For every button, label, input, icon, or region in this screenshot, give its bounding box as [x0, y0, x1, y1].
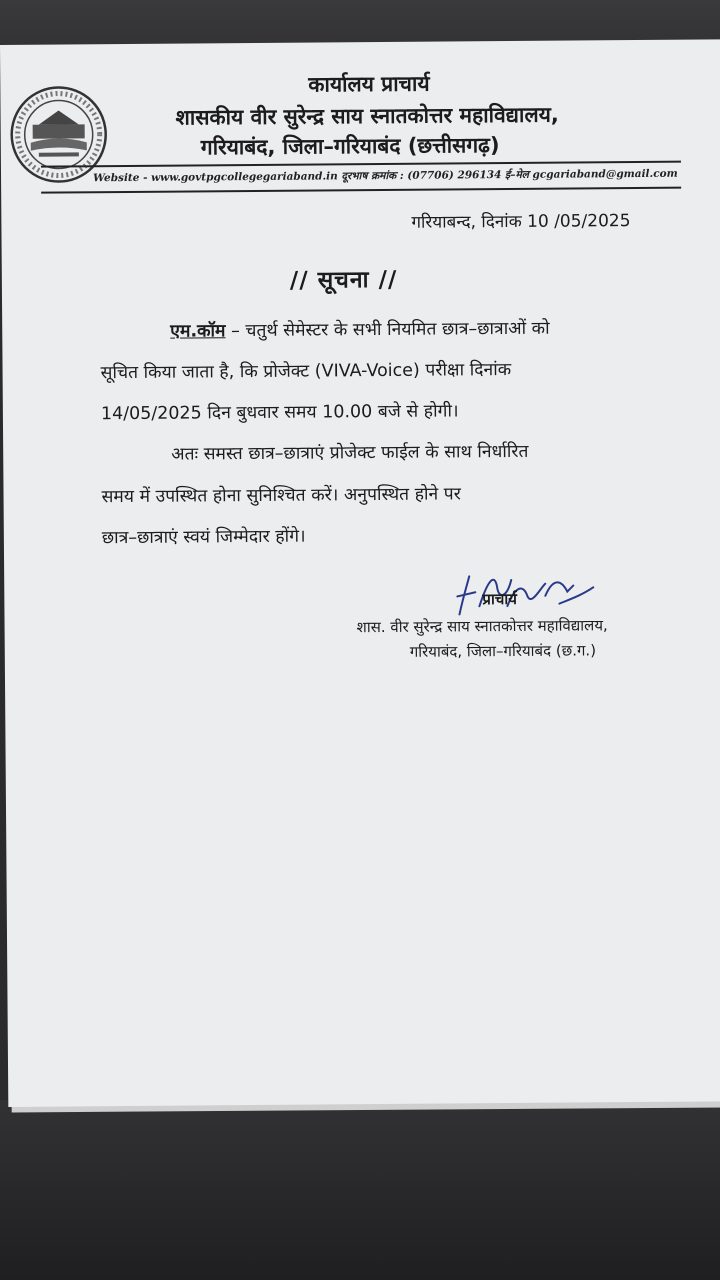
body-line-1 [170, 316, 550, 343]
office-heading: कार्यालय प्राचार्य [308, 71, 430, 97]
signatory-title: प्राचार्य [482, 589, 517, 609]
background-car-interior [0, 1100, 720, 1280]
body-line-1-text: – चतुर्थ सेमेस्टर के सभी नियमित छात्र–छात्राओं को [225, 318, 550, 342]
college-location: गरियाबंद, जिला–गरियाबंद (छत्तीसगढ़) [200, 133, 500, 160]
body-line-6: छात्र–छात्राएं स्वयं जिम्मेदार होंगे। [101, 526, 306, 549]
header-rule-bottom [41, 187, 681, 194]
notice-date: गरियाबन्द, दिनांक 10 /05/2025 [411, 211, 631, 233]
notice-document [0, 39, 720, 1107]
college-seal-icon [8, 84, 109, 185]
signatory-location: गरियाबंद, जिला–गरियाबंद (छ.ग.) [409, 641, 597, 661]
notice-title: // सूचना // [289, 266, 398, 294]
subject-course: एम.कॉम [170, 321, 226, 342]
body-line-4: अतः समस्त छात्र–छात्राएं प्रोजेक्ट फाईल के साथ निर्धारित [171, 441, 529, 465]
signatory-college: शास. वीर सुरेन्द्र साय स्नातकोत्तर महाविद्यालय, [356, 616, 608, 637]
body-line-2: सूचित किया जाता है, कि प्रोजेक्ट (VIVA-Voice) परीक्षा दिनांक [100, 359, 512, 384]
body-line-3: 14/05/2025 दिन बुधवार समय 10.00 बजे से होगी। [100, 401, 459, 425]
contact-line: Website - www.govtpgcollegegariaband.in दूरभाष क्रमांक : (07706) 296134 ई–मेल gcgariaband@gmail.com [93, 167, 678, 185]
body-line-5: समय में उपस्थित होना सुनिश्चित करें। अनुपस्थित होने पर [101, 484, 461, 508]
college-name: शासकीय वीर सुरेन्द्र साय स्नातकोत्तर महाविद्यालय, [175, 102, 559, 130]
